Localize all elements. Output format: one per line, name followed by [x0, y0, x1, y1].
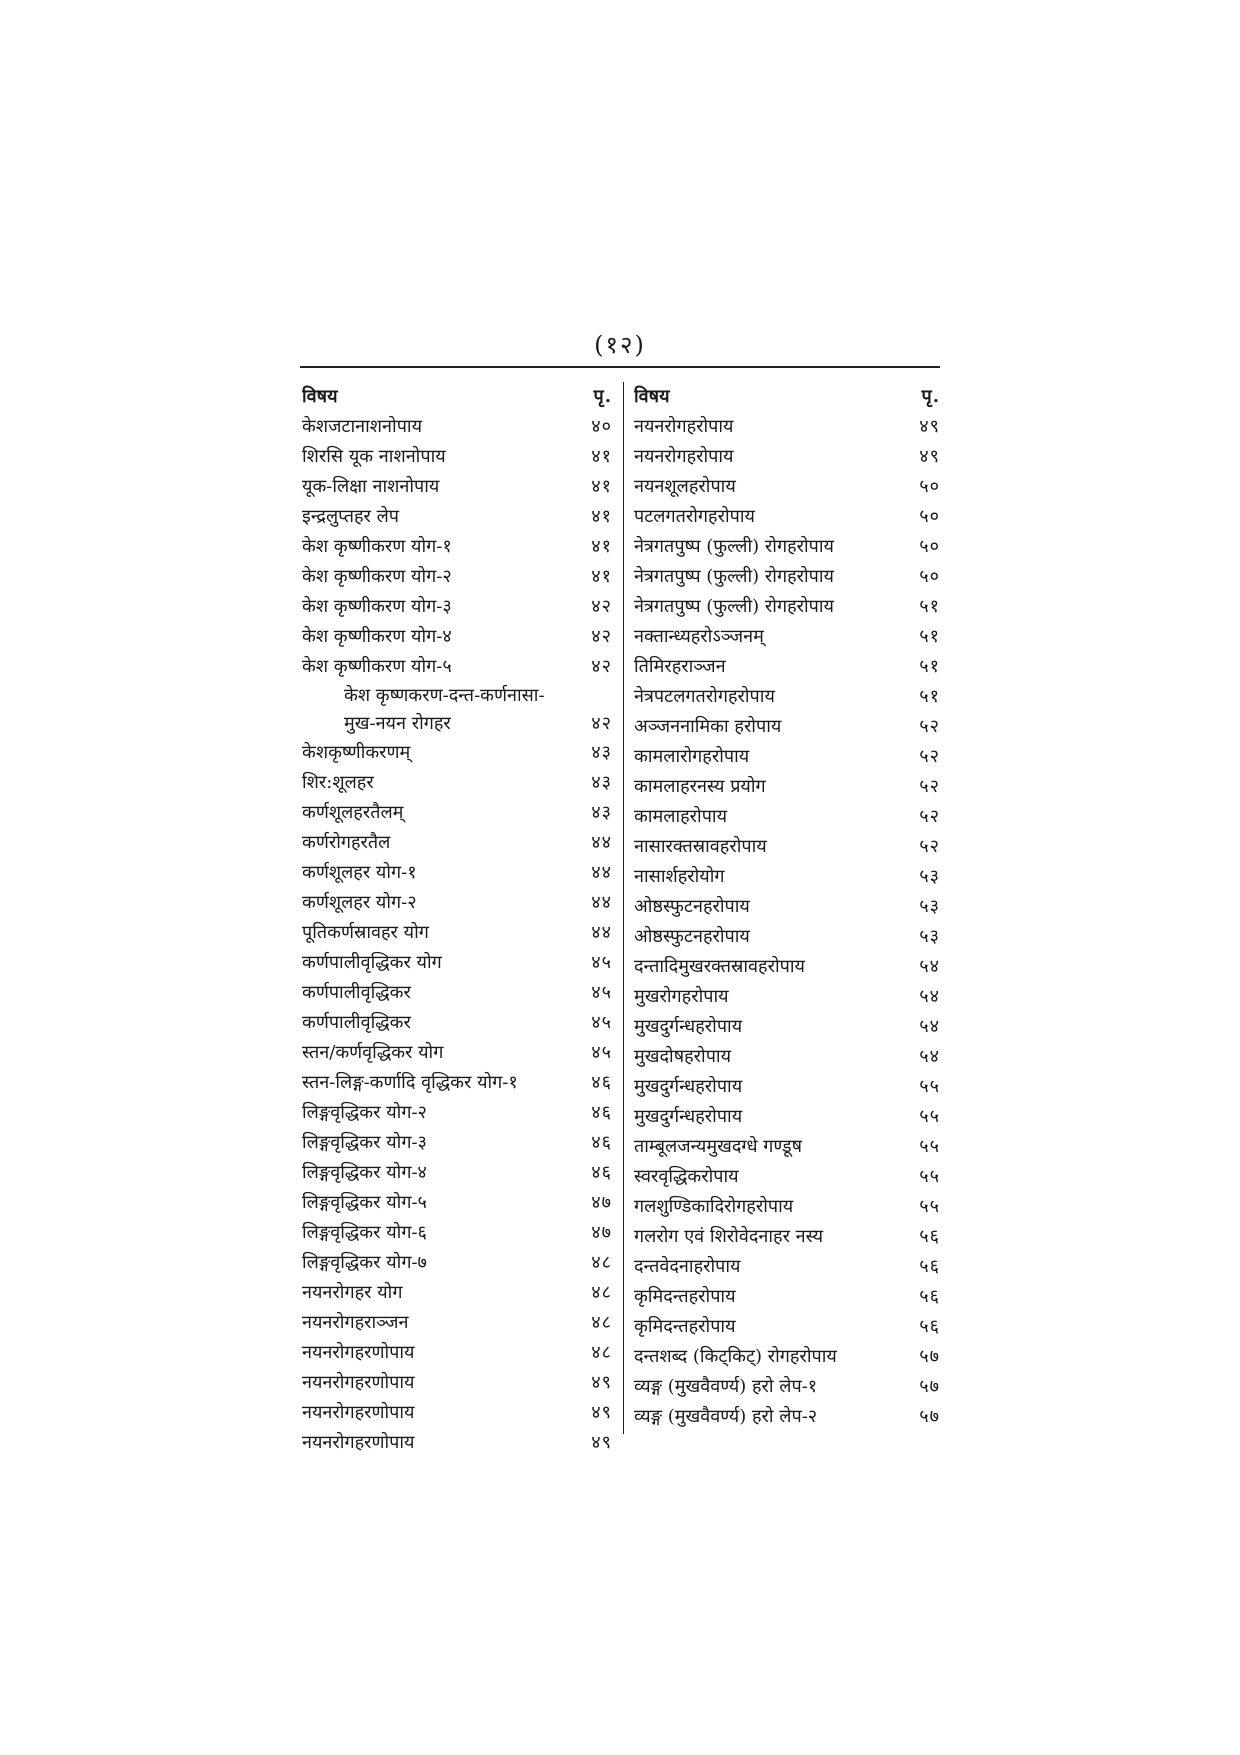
entry-page: ४५: [591, 1012, 612, 1033]
entry-title: कर्णशूलहर योग-१: [302, 862, 417, 883]
page-header: पृ.: [593, 386, 612, 407]
toc-entry: [302, 888, 612, 918]
entry-page: ४१: [591, 536, 612, 557]
entry-title: केशकृष्णीकरणम्: [302, 742, 411, 763]
entry-page: ५०: [919, 566, 940, 587]
entry-page: ५१: [919, 686, 940, 707]
toc-header-row: [634, 382, 940, 412]
toc-entry: [302, 1098, 612, 1128]
toc-entry: [302, 532, 612, 562]
entry-title: व्यङ्ग (मुखवैवर्ण्य) हरो लेप-२: [634, 1406, 818, 1427]
entry-title: यूक-लिक्षा नाशनोपाय: [302, 476, 440, 497]
entry-title: दन्तादिमुखरक्तस्रावहरोपाय: [634, 956, 805, 977]
entry-page: ५३: [919, 926, 940, 947]
toc-entry: [302, 412, 612, 442]
entry-title: नेत्रगतपुष्प (फुल्ली) रोगहरोपाय: [634, 536, 834, 557]
entry-page: ५२: [919, 836, 940, 857]
entry-title: कर्णशूलहर योग-२: [302, 892, 417, 913]
entry-page: ४४: [591, 892, 612, 913]
entry-title: कर्णपालीवृद्धिकर योग: [302, 952, 442, 973]
entry-page: ५५: [919, 1196, 940, 1217]
toc-entry: [302, 798, 612, 828]
entry-title: कृमिदन्तहरोपाय: [634, 1316, 736, 1337]
toc-entry: [302, 592, 612, 622]
entry-page: ४३: [591, 772, 612, 793]
entry-page: ५१: [919, 626, 940, 647]
entry-page: ४९: [919, 416, 940, 437]
toc-entry: [634, 412, 940, 442]
toc-entry: [302, 472, 612, 502]
entry-title: मुखदुर्गन्धहरोपाय: [634, 1106, 743, 1127]
entry-title: दन्तशब्द (किट्किट्) रोगहरोपाय: [634, 1346, 837, 1367]
toc-entry: [302, 1158, 612, 1188]
entry-title: केश कृष्णीकरण योग-२: [302, 566, 452, 587]
toc-entry: [302, 768, 612, 798]
entry-title: मुखदुर्गन्धहरोपाय: [634, 1076, 743, 1097]
entry-title: लिङ्गवृद्धिकर योग-४: [302, 1162, 427, 1183]
entry-page: ५६: [919, 1256, 940, 1277]
toc-entry: [634, 502, 940, 532]
entry-title: कर्णपालीवृद्धिकर: [302, 1012, 411, 1033]
entry-page: ५५: [919, 1166, 940, 1187]
toc-entry: [634, 652, 940, 682]
entry-page: ४८: [591, 1312, 612, 1333]
entry-title: कर्णरोगहरतैल: [302, 832, 391, 853]
entry-page: ५४: [919, 1016, 940, 1037]
entry-title: स्वरवृद्धिकरोपाय: [634, 1166, 739, 1187]
entry-title: नक्तान्ध्यहरोऽञ्जनम्: [634, 626, 764, 647]
toc-entry: [302, 1338, 612, 1368]
toc-entry: [634, 952, 940, 982]
toc-entry: [634, 922, 940, 952]
toc-header-row: [302, 382, 612, 412]
entry-page: ५६: [919, 1316, 940, 1337]
toc-entry: [634, 1192, 940, 1222]
toc-entry: [302, 1008, 612, 1038]
entry-title: नयनरोगहरोपाय: [634, 446, 734, 467]
entry-page: ४१: [591, 506, 612, 527]
entry-title: नेत्रपटलगतरोगहरोपाय: [634, 686, 775, 707]
entry-title: केश कृष्णीकरण योग-३: [302, 596, 452, 617]
toc-entry: [302, 1218, 612, 1248]
toc-entry: [634, 1342, 940, 1372]
entry-page: ५४: [919, 956, 940, 977]
toc-left-column: [302, 382, 612, 1458]
entry-page: ४६: [591, 1072, 612, 1093]
toc-entry: [302, 1428, 612, 1458]
entry-title: मुखदुर्गन्धहरोपाय: [634, 1016, 743, 1037]
page-number: (१२): [594, 331, 646, 359]
entry-page: ५१: [919, 656, 940, 677]
toc-entry: [302, 858, 612, 888]
entry-title: नासार्शहरोयोग: [634, 866, 725, 887]
top-rule: [300, 366, 940, 368]
toc-entry: [302, 1308, 612, 1338]
toc-entry: [302, 562, 612, 592]
toc-entry: [634, 592, 940, 622]
entry-page: ५२: [919, 806, 940, 827]
entry-title: कर्णशूलहरतैलम्: [302, 802, 404, 823]
entry-title: नयनरोगहरणोपाय: [302, 1372, 415, 1393]
entry-title: शिर:शूलहर: [302, 772, 374, 793]
toc-entry: [302, 828, 612, 858]
entry-title: नयनरोगहर योग: [302, 1282, 403, 1303]
toc-entry: [302, 1368, 612, 1398]
entry-page: ४१: [591, 446, 612, 467]
entry-page: ४७: [591, 1192, 612, 1213]
entry-page: ५३: [919, 896, 940, 917]
entry-title: केश कृष्णीकरण योग-१: [302, 536, 452, 557]
entry-title: कृमिदन्तहरोपाय: [634, 1286, 736, 1307]
entry-title: स्तन-लिङ्ग-कर्णादि वृद्धिकर योग-१: [302, 1072, 518, 1093]
entry-page: ४०: [591, 416, 612, 437]
entry-title: केश कृष्णीकरण योग-४: [302, 626, 452, 647]
entry-page: ५३: [919, 866, 940, 887]
toc-entry: [302, 442, 612, 472]
toc-entry: [302, 502, 612, 532]
entry-title: मुखरोगहरोपाय: [634, 986, 729, 1007]
entry-page: ४१: [591, 476, 612, 497]
toc-entry: [634, 1282, 940, 1312]
entry-title: शिरसि यूक नाशनोपाय: [302, 446, 446, 467]
entry-page: ५०: [919, 506, 940, 527]
toc-right-column: [634, 382, 940, 1432]
toc-entry: [634, 772, 940, 802]
entry-title: केश कृष्णकरण-दन्त-कर्णनासा-: [344, 685, 545, 706]
subject-header: विषय: [302, 386, 338, 407]
toc-entry: [634, 712, 940, 742]
toc-entry: [634, 442, 940, 472]
toc-entry: [302, 1248, 612, 1278]
toc-entry: [302, 948, 612, 978]
entry-title: लिङ्गवृद्धिकर योग-५: [302, 1192, 427, 1213]
toc-entry: [634, 1252, 940, 1282]
entry-title: पूतिकर्णस्रावहर योग: [302, 922, 429, 943]
toc-entry: [634, 1312, 940, 1342]
toc-entry: [634, 1402, 940, 1432]
toc-entry: [634, 982, 940, 1012]
toc-entry: [634, 742, 940, 772]
entry-page: ५६: [919, 1226, 940, 1247]
entry-title: केशजटानाशनोपाय: [302, 416, 423, 437]
entry-page: ४८: [591, 1342, 612, 1363]
entry-page: ५७: [919, 1346, 940, 1367]
toc-entry: [302, 652, 612, 682]
entry-page: ४३: [591, 802, 612, 823]
entry-title: स्तन/कर्णवृद्धिकर योग: [302, 1042, 444, 1063]
entry-title: लिङ्गवृद्धिकर योग-३: [302, 1132, 427, 1153]
entry-page: ४४: [591, 922, 612, 943]
toc-entry: [634, 1102, 940, 1132]
entry-page: ५४: [919, 986, 940, 1007]
entry-page: ५१: [919, 596, 940, 617]
entry-title: ओष्ठस्फुटनहरोपाय: [634, 926, 750, 947]
entry-page: ५४: [919, 1046, 940, 1067]
entry-title: लिङ्गवृद्धिकर योग-२: [302, 1102, 427, 1123]
entry-page: ५५: [919, 1136, 940, 1157]
entry-title: नेत्रगतपुष्प (फुल्ली) रोगहरोपाय: [634, 596, 834, 617]
toc-entry: [634, 562, 940, 592]
entry-page: ४८: [591, 1282, 612, 1303]
entry-page: ५२: [919, 746, 940, 767]
toc-entry: [302, 710, 612, 738]
toc-entry: [302, 1068, 612, 1098]
entry-page: ५२: [919, 776, 940, 797]
entry-title: पटलगतरोगहरोपाय: [634, 506, 755, 527]
toc-entry: [634, 532, 940, 562]
toc-entry: [634, 1162, 940, 1192]
toc-entry: [302, 1128, 612, 1158]
entry-page: ५०: [919, 476, 940, 497]
entry-title: ताम्बूलजन्यमुखदग्धे गण्डूष: [634, 1136, 802, 1157]
entry-title: तिमिरहराञ्जन: [634, 656, 726, 677]
entry-title: गलशुण्डिकादिरोगहरोपाय: [634, 1196, 794, 1217]
toc-entry: [634, 1132, 940, 1162]
toc-entry: [634, 1042, 940, 1072]
entry-page: ५७: [919, 1406, 940, 1427]
column-divider: [623, 382, 624, 1434]
toc-entry: [302, 1188, 612, 1218]
toc-entry: [634, 1012, 940, 1042]
entry-page: ४५: [591, 1042, 612, 1063]
entry-title: इन्द्रलुप्तहर लेप: [302, 506, 400, 527]
toc-entry: [302, 978, 612, 1008]
toc-entry: [302, 918, 612, 948]
toc-entry: [634, 832, 940, 862]
toc-entry: [634, 472, 940, 502]
entry-title: कामलाहरनस्य प्रयोग: [634, 776, 766, 797]
entry-page: ४२: [591, 656, 612, 677]
entry-page: ५०: [919, 536, 940, 557]
entry-title: दन्तवेदनाहरोपाय: [634, 1256, 741, 1277]
entry-page: ४७: [591, 1222, 612, 1243]
entry-page: ४५: [591, 952, 612, 973]
entry-title: व्यङ्ग (मुखवैवर्ण्य) हरो लेप-१: [634, 1376, 818, 1397]
entry-title: गलरोग एवं शिरोवेदनाहर नस्य: [634, 1226, 824, 1247]
toc-entry: [634, 1372, 940, 1402]
entry-page: ४२: [591, 596, 612, 617]
toc-entry: [302, 682, 612, 710]
entry-title: नयनरोगहरणोपाय: [302, 1342, 415, 1363]
entry-page: ४५: [591, 982, 612, 1003]
toc-entry: [634, 862, 940, 892]
entry-title: केश कृष्णीकरण योग-५: [302, 656, 452, 677]
entry-title: नयनरोगहरोपाय: [634, 416, 734, 437]
page-header: पृ.: [921, 386, 940, 407]
entry-title: मुख-नयन रोगहर: [344, 713, 451, 734]
entry-page: ४९: [591, 1432, 612, 1453]
entry-title: ओष्ठस्फुटनहरोपाय: [634, 896, 750, 917]
toc-entry: [634, 1072, 940, 1102]
toc-entry: [634, 892, 940, 922]
entry-page: ४९: [591, 1372, 612, 1393]
toc-entry: [634, 682, 940, 712]
entry-title: अञ्जननामिका हरोपाय: [634, 716, 782, 737]
entry-page: ४१: [591, 566, 612, 587]
entry-title: कामलारोगहरोपाय: [634, 746, 750, 767]
entry-title: नेत्रगतपुष्प (फुल्ली) रोगहरोपाय: [634, 566, 834, 587]
entry-page: ४२: [591, 713, 612, 734]
entry-title: नासारक्तस्रावहरोपाय: [634, 836, 767, 857]
entry-page: ४४: [591, 862, 612, 883]
entry-page: ५२: [919, 716, 940, 737]
entry-page: ४६: [591, 1102, 612, 1123]
entry-page: ५५: [919, 1106, 940, 1127]
entry-page: ४६: [591, 1132, 612, 1153]
entry-title: कामलाहरोपाय: [634, 806, 728, 827]
entry-title: नयनरोगहरणोपाय: [302, 1402, 415, 1423]
toc-entry: [634, 622, 940, 652]
entry-page: ५५: [919, 1076, 940, 1097]
toc-entry: [634, 1222, 940, 1252]
entry-page: ४३: [591, 742, 612, 763]
toc-entry: [302, 738, 612, 768]
entry-page: ४९: [591, 1402, 612, 1423]
entry-page: ५६: [919, 1286, 940, 1307]
toc-entry: [302, 1398, 612, 1428]
entry-title: नयनरोगहराञ्जन: [302, 1312, 409, 1333]
subject-header: विषय: [634, 386, 670, 407]
toc-entry: [302, 1038, 612, 1068]
entry-page: ५७: [919, 1376, 940, 1397]
entry-title: लिङ्गवृद्धिकर योग-७: [302, 1252, 427, 1273]
entry-title: मुखदोषहरोपाय: [634, 1046, 732, 1067]
entry-title: कर्णपालीवृद्धिकर: [302, 982, 411, 1003]
entry-title: नयनरोगहरणोपाय: [302, 1432, 415, 1453]
toc-entry: [302, 622, 612, 652]
entry-page: ४८: [591, 1252, 612, 1273]
toc-entry: [634, 802, 940, 832]
toc-entry: [302, 1278, 612, 1308]
entry-title: लिङ्गवृद्धिकर योग-६: [302, 1222, 427, 1243]
entry-page: ४६: [591, 1162, 612, 1183]
entry-page: ४४: [591, 832, 612, 853]
entry-page: ४९: [919, 446, 940, 467]
entry-title: नयनशूलहरोपाय: [634, 476, 736, 497]
entry-page: ४२: [591, 626, 612, 647]
